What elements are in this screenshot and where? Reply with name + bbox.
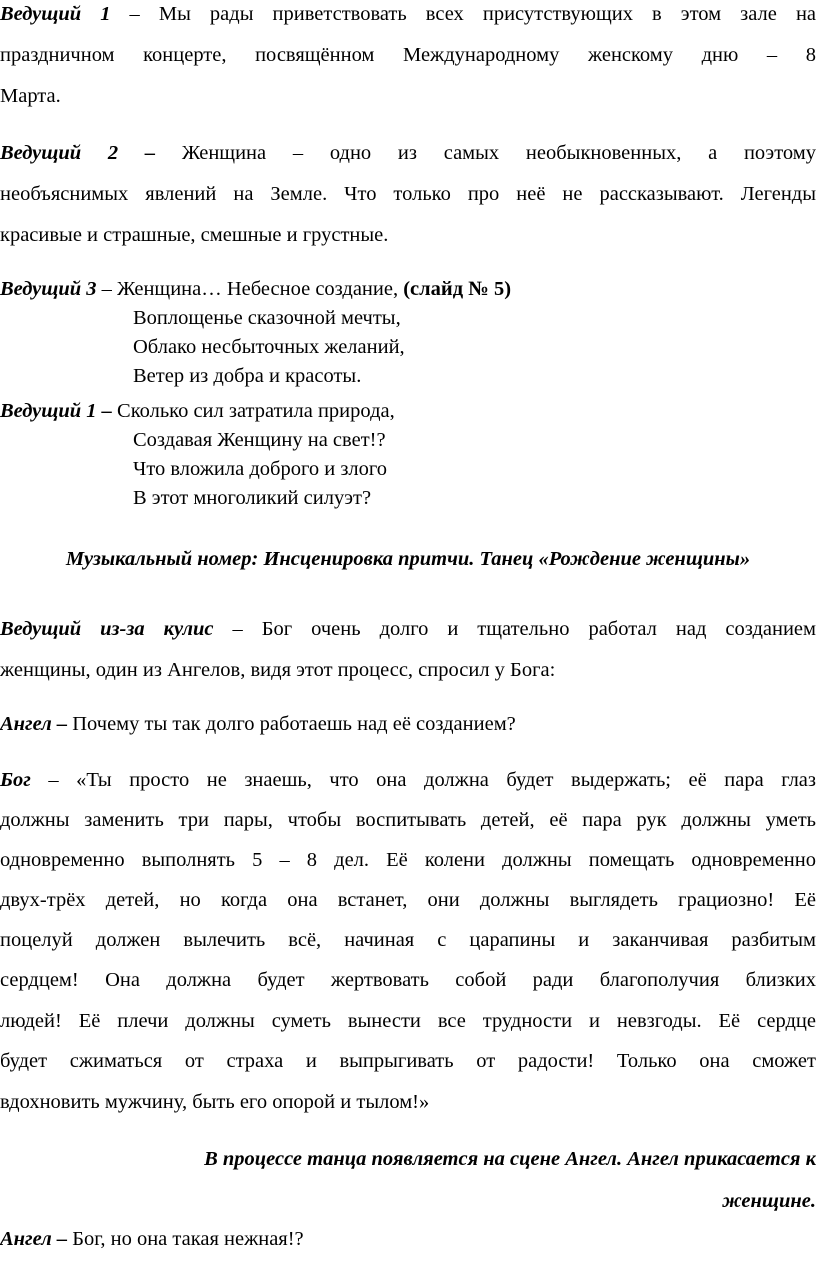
slide-label: (слайд № 5) [403,278,512,300]
paragraph-line [0,279,816,300]
paragraph-line: поцелуй должен вылечить всё, начиная с царапины и заканчивая разбитым [0,929,816,951]
verse-line: Ветер из добра и красоты. [133,365,362,387]
verse-line: В этот многоликий силуэт? [133,487,372,509]
stage-direction: женщине. [722,1190,816,1212]
music-number-heading: Музыкальный номер: Инсценировка притчи. Танец «Рождение женщины» [65,548,751,570]
paragraph-text: Бог, но она такая нежная!? [67,1228,304,1250]
paragraph-text: – Мы рады приветствовать всех присутствующих в этом зале на [110,3,816,25]
paragraph-text: – Женщина… Небесное создание, [96,278,404,300]
speaker-label: Ведущий 1 [0,3,111,25]
paragraph-line [0,770,816,791]
speaker-label: Ведущий из-за кулис [0,618,214,640]
paragraph-line [0,714,816,735]
paragraph-line: людей! Её плечи должны суметь вынести все трудности и невзгоды. Её сердце [0,1010,816,1032]
paragraph-line [0,4,816,25]
paragraph-text: Женщина – одно из самых необыкновенных, а поэтому [155,142,816,164]
verse-line: Воплощенье сказочной мечты, [133,307,401,329]
verse-line: Что вложила доброго и злого [133,458,388,480]
paragraph-line: будет сжиматься от страха и выпрыгивать от радости! Только она сможет [0,1050,816,1072]
speaker-label: Ангел – [0,1228,68,1250]
paragraph-line: вдохновить мужчину, быть его опорой и тылом!» [0,1091,430,1113]
paragraph-line: одновременно выполнять 5 – 8 дел. Её колени должны помещать одновременно [0,849,816,871]
paragraph-text: Сколько сил затратила природа, [111,400,395,422]
speaker-label: Ведущий 2 – [0,142,156,164]
speaker-label: Ангел – [0,713,68,735]
paragraph-line: женщины, один из Ангелов, видя этот процесс, спросил у Бога: [0,659,556,681]
paragraph-line [0,619,816,640]
paragraph-line: Марта. [0,85,61,107]
paragraph-line [0,401,816,422]
speaker-label: Ведущий 3 [0,278,97,300]
paragraph-text: – Бог очень долго и тщательно работал над созданием [213,618,816,640]
paragraph-line [0,143,816,164]
speaker-label: Ведущий 1 – [0,400,112,422]
paragraph-line: необъяснимых явлений на Земле. Что только про неё не рассказывают. Легенды [0,183,816,205]
verse-line: Облако несбыточных желаний, [133,336,405,358]
paragraph-line: должны заменить три пары, чтобы воспитывать детей, её пара рук должны уметь [0,809,816,831]
paragraph-text: Почему ты так долго работаешь над её созданием? [67,713,516,735]
verse-line: Создавая Женщину на свет!? [133,429,386,451]
paragraph-text: – «Ты просто не знаешь, что она должна будет выдержать; её пара глаз [30,769,816,791]
paragraph-line: двух-трёх детей, но когда она встанет, они должны выглядеть грациозно! Её [0,889,816,911]
speaker-label: Бог [0,769,31,791]
paragraph-line: сердцем! Она должна будет жертвовать собой ради благополучия близких [0,969,816,991]
paragraph-line [0,1229,816,1250]
stage-direction: В процессе танца появляется на сцене Ангел. Ангел прикасается к [204,1148,816,1170]
paragraph-line: праздничном концерте, посвящённом Международному женскому дню – 8 [0,44,816,66]
paragraph-line: красивые и страшные, смешные и грустные. [0,224,389,246]
